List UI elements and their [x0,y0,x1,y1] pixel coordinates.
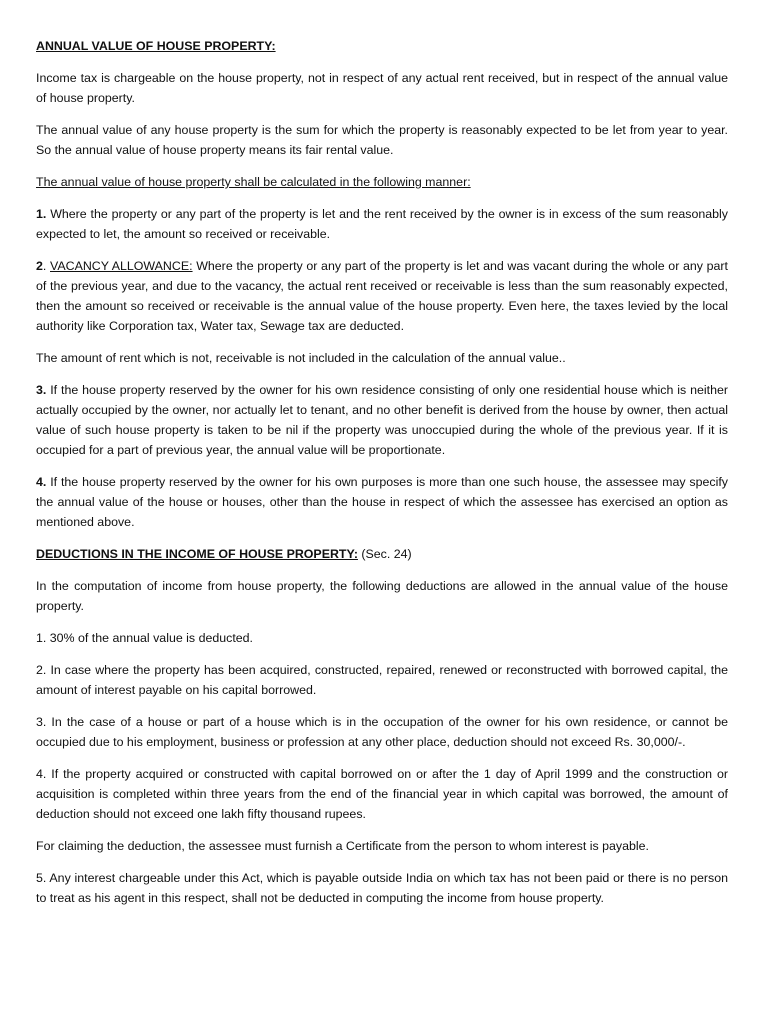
item-3-number: 3. [36,383,47,397]
item-4-number: 4. [36,475,47,489]
deduction-item: 2. In case where the property has been acquired, constructed, repaired, renewed or reconstructed with borrowed capital, the amount of interest payable on his capital borrowed. [36,663,728,697]
deduction-item: 1. 30% of the annual value is deducted. [36,631,253,645]
item-2-separator: . [42,259,51,273]
deduction-item: 4. If the property acquired or constructed with capital borrowed on or after the 1 day of April 1999 and the construction or acquisition is completed within three years from the end of the financial year in which capital was borrowed, the amount of deduction should not exceed one lakh fifty thousand rupees. [36,767,728,821]
paragraph-intro: Income tax is chargeable on the house property, not in respect of any actual rent received, but in respect of the annual value of house property. [36,71,728,105]
item-2-number: 2 [36,259,43,273]
heading-deductions-section: (Sec. 24) [357,547,412,561]
item-4-text: If the house property reserved by the owner for his own purposes is more than one such house, the assessee may specify the annual value of the house or houses, other than the house in respect of which the assessee has exercised an option as mentioned above. [36,475,728,529]
deduction-item: 5. Any interest chargeable under this Act, which is payable outside India on which tax has not been paid or there is no person to treat as his agent in this respect, shall not be deducted in computing the income from house property. [36,871,728,905]
heading-annual-value-text: ANNUAL VALUE OF HOUSE PROPERTY: [36,39,276,53]
vacancy-allowance-label: VACANCY ALLOWANCE: [50,259,193,273]
heading-deductions [36,544,728,564]
item-1-number: 1. [36,207,47,221]
item-2 [36,256,728,336]
calculation-subheading-text: The annual value of house property shall be calculated in the following manner: [36,175,471,189]
paragraph-definition: The annual value of any house property is the sum for which the property is reasonably expected to be let from year to year. So the annual value of house property means its fair rental value. [36,123,728,157]
paragraph-deductions-intro: In the computation of income from house property, the following deductions are allowed in the annual value of the house property. [36,579,728,613]
deduction-item: 3. In the case of a house or part of a house which is in the occupation of the owner for his own residence, or cannot be occupied due to his employment, business or profession at any other place, deduction should not exceed Rs. 30,000/-. [36,715,728,749]
paragraph-rent-note: The amount of rent which is not, receivable is not included in the calculation of the annual value.. [36,351,566,365]
item-4 [36,472,728,532]
certificate-note: For claiming the deduction, the assessee must furnish a Certificate from the person to whom interest is payable. [36,839,649,853]
item-1-text: Where the property or any part of the property is let and the rent received by the owner is in excess of the sum reasonably expected to let, the amount so received or receivable. [36,207,728,241]
heading-annual-value [36,36,728,56]
item-2-text: Where the property or any part of the property is let and was vacant during the whole or any part of the previous year, and due to the vacancy, the actual rent received or receivable is less than the sum reasonably expected, then the amount so received or receivable is the annual value of the house property. Even here, the taxes levied by the local authority like Corporation tax, Water tax, Sewage tax are deducted. [36,259,728,333]
item-1 [36,204,728,244]
item-3-text: If the house property reserved by the owner for his own residence consisting of only one residential house which is neither actually occupied by the owner, nor actually let to tenant, and no other benefit is derived from the house by owner, then actual value of such house property is taken to be nil if the property was unoccupied during the whole of the previous year. If it is occupied for a part of previous year, the annual value will be proportionate. [36,383,728,457]
heading-deductions-text: DEDUCTIONS IN THE INCOME OF HOUSE PROPERTY: [36,547,358,561]
calculation-subheading [36,172,728,192]
item-3 [36,380,728,460]
